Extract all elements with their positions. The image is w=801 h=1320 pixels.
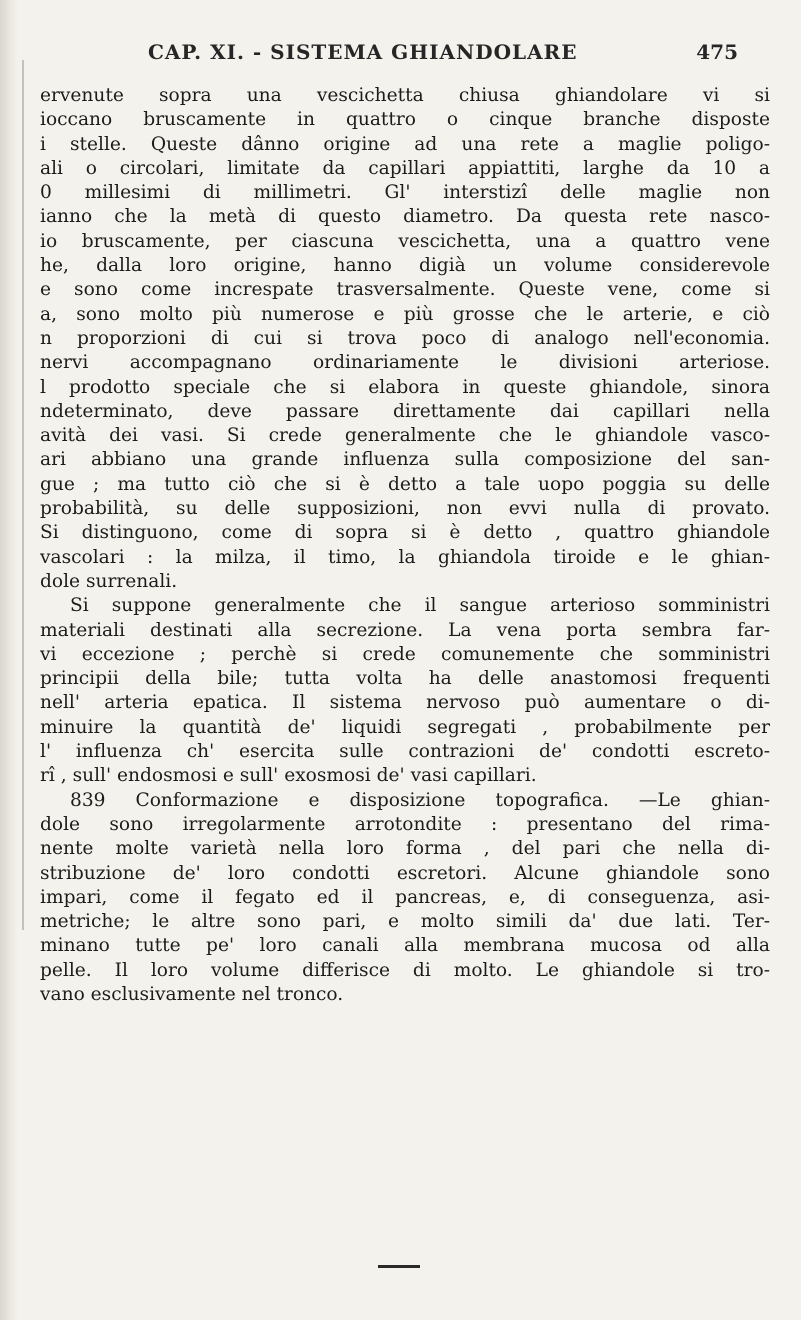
page-number: 475 <box>696 40 738 64</box>
text-line: Si suppone generalmente che il sangue arterioso somministri <box>70 595 770 617</box>
text-line: materiali destinati alla secrezione. La vena porta sembra far- <box>40 619 770 641</box>
page-header <box>148 40 738 66</box>
text-line: ervenute sopra una vescichetta chiusa ghiandolare vi si <box>40 85 770 106</box>
text-line: ianno che la metà di questo diametro. Da questa rete nasco- <box>40 206 770 228</box>
text-line: dole sono irregolarmente arrotondite : presentano del rima- <box>40 813 770 835</box>
text-line: nell' arteria epatica. Il sistema nervoso può aumentare o di- <box>40 692 770 714</box>
text-line: dole surrenali. <box>40 570 178 592</box>
text-line: avità dei vasi. Si crede generalmente che le ghiandole vasco- <box>40 425 770 447</box>
text-line: l prodotto speciale che si elabora in queste ghiandole, sinora <box>40 376 770 398</box>
end-rule <box>378 1265 420 1268</box>
text-line: i stelle. Queste dânno origine ad una rete a maglie poligo- <box>40 133 770 155</box>
text-line: l' influenza ch' esercita sulle contrazioni de' condotti escreto- <box>40 741 770 763</box>
section-heading-line: 839 Conformazione e disposizione topografica. —Le ghian- <box>70 789 770 811</box>
text-line: gue ; ma tutto ciò che si è detto a tale uopo poggia su delle <box>40 473 770 495</box>
text-line: impari, come il fegato ed il pancreas, e, di conseguenza, asi- <box>40 886 770 908</box>
body-text <box>40 84 770 1007</box>
text-line: io bruscamente, per ciascuna vescichetta, una a quattro vene <box>40 230 770 252</box>
binding-gutter <box>0 0 18 1320</box>
text-line: vascolari : la milza, il timo, la ghiandola tiroide e le ghian- <box>40 546 770 568</box>
text-line: e sono come increspate trasversalmente. Queste vene, come si <box>40 279 770 301</box>
gutter-shadow-line <box>22 60 24 930</box>
text-line: rî , sull' endosmosi e sull' exosmosi de' vasi capillari. <box>40 765 537 787</box>
text-line: stribuzione de' loro condotti escretori. Alcune ghiandole sono <box>40 862 770 884</box>
text-line: minuire la quantità de' liquidi segregati , probabilmente per <box>40 716 770 738</box>
text-line: he, dalla loro origine, hanno digià un volume considerevole <box>40 255 770 277</box>
text-line: vi eccezione ; perchè si crede comunemente che somministri <box>40 643 770 665</box>
text-line: metriche; le altre sono pari, e molto simili da' due lati. Ter- <box>40 911 770 933</box>
text-line: nente molte varietà nella loro forma , del pari che nella di- <box>40 838 770 860</box>
text-line: ari abbiano una grande influenza sulla composizione del san- <box>40 449 770 471</box>
text-line: pelle. Il loro volume differisce di molto. Le ghiandole si tro- <box>40 959 770 981</box>
text-line: n proporzioni di cui si trova poco di analogo nell'economia. <box>40 327 770 349</box>
text-line: principii della bile; tutta volta ha delle anastomosi frequenti <box>40 668 770 690</box>
text-line: ndeterminato, deve passare direttamente dai capillari nella <box>40 400 770 422</box>
text-line: 0 millesimi di millimetri. Gl' interstizî delle maglie non <box>40 182 770 204</box>
text-line: Si distinguono, come di sopra si è detto , quattro ghiandole <box>40 522 770 544</box>
running-head: CAP. XI. - SISTEMA GHIANDOLARE <box>148 40 578 64</box>
text-line: probabilità, su delle supposizioni, non evvi nulla di provato. <box>40 498 770 520</box>
text-line: vano esclusivamente nel tronco. <box>40 983 344 1005</box>
text-line: ioccano bruscamente in quattro o cinque branche disposte <box>40 109 770 131</box>
text-line: a, sono molto più numerose e più grosse che le arterie, e ciò <box>40 303 770 325</box>
text-line: ali o circolari, limitate da capillari appiattiti, larghe da 10 a <box>40 157 770 179</box>
text-line: nervi accompagnano ordinariamente le divisioni arteriose. <box>40 352 770 374</box>
text-line: minano tutte pe' loro canali alla membrana mucosa od alla <box>40 935 770 957</box>
